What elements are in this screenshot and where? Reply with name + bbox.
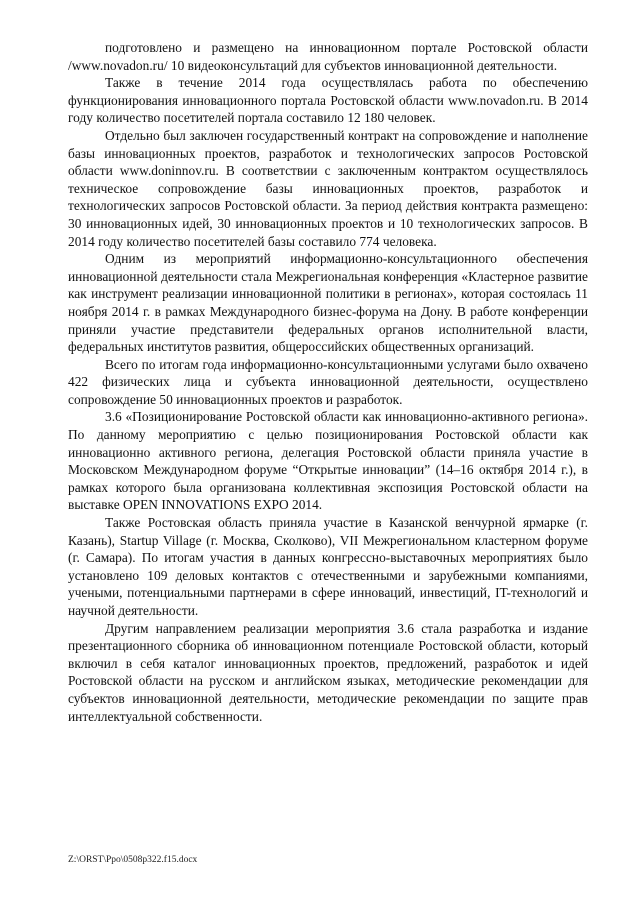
paragraph-7: Также Ростовская область приняла участие в Казанской венчурной ярмарке (г. Казань), Startup Village (г. Москва, Сколково), VII Межрегиональном кластерном форуме (г. Самара). По итогам участия в данных конгрессно-выставочных мероприятиях было установлено 109 деловых контактов с отечественными и зарубежными компаниями, учеными, потенциальными партнерами в сфере инноваций, инвестиций, IT-технологий и научной деятельности. (68, 515, 588, 618)
paragraph-3: Отдельно был заключен государственный контракт на сопровождение и наполнение базы инновационных проектов, разработок и технологических запросов Ростовской области www.doninnov.ru. В соответствии с заключенным контрактом осуществлялось техническое сопровождение базы инновационных проектов, разработок и технологических запросов Ростовской области. За период действия контракта размещено: 30 инновационных идей, 30 инновационных проектов и 10 технологических запросов. В 2014 году количество посетителей базы составило 774 человека. (68, 127, 588, 249)
paragraph-2: Также в течение 2014 года осуществлялась работа по обеспечению функционирования инновационного портала Ростовской области www.novadon.ru. В 2014 году количество посетителей портала составило 12 180 человек. (68, 75, 588, 126)
paragraph-1: подготовлено и размещено на инновационном портале Ростовской области /www.novadon.ru/ 10 видеоконсультаций для субъектов инновационной деятельности. (68, 40, 588, 73)
paragraph-4: Одним из мероприятий информационно-консультационного обеспечения инновационной деятельности стала Межрегиональная конференция «Кластерное развитие как инструмент реализации инновационной политики в регионах», которая состоялась 11 ноября 2014 г. в рамках Международного бизнес-форума на Дону. В работе конференции приняли участие представители федеральных органов исполнительной власти, федеральных институтов развития, общероссийских общественных организаций. (68, 251, 588, 355)
document-body (68, 39, 588, 725)
paragraph-6: 3.6 «Позиционирование Ростовской области как инновационно-активного региона». По данному мероприятию с целью позиционирования Ростовской области как инновационно активного региона, делегация Ростовской области приняла участие в Московском Международном форуме “Открытые инновации” (14–16 октября 2014 г.), в рамках которого была организована коллективная экспозиция Ростовской области на выставке OPEN INNOVATIONS EXPO 2014. (68, 409, 588, 513)
paragraph-8: Другим направлением реализации мероприятия 3.6 стала разработка и издание презентационного сборника об инновационном потенциале Ростовской области, который включил в себя каталог инновационных проектов, предложений, разработок и идей Ростовской области на русском и английском языках, методические рекомендации для субъектов инновационной деятельности, методические рекомендации по защите прав интеллектуальной собственности. (68, 620, 588, 724)
paragraph-5: Всего по итогам года информационно-консультационными услугами было охвачено 422 физических лица и субъекта инновационной деятельности, осуществлено сопровождение 50 инновационных проектов и разработок. (68, 356, 588, 407)
footer-file-path: Z:\ORST\Ppo\0508p322.f15.docx (68, 855, 198, 865)
